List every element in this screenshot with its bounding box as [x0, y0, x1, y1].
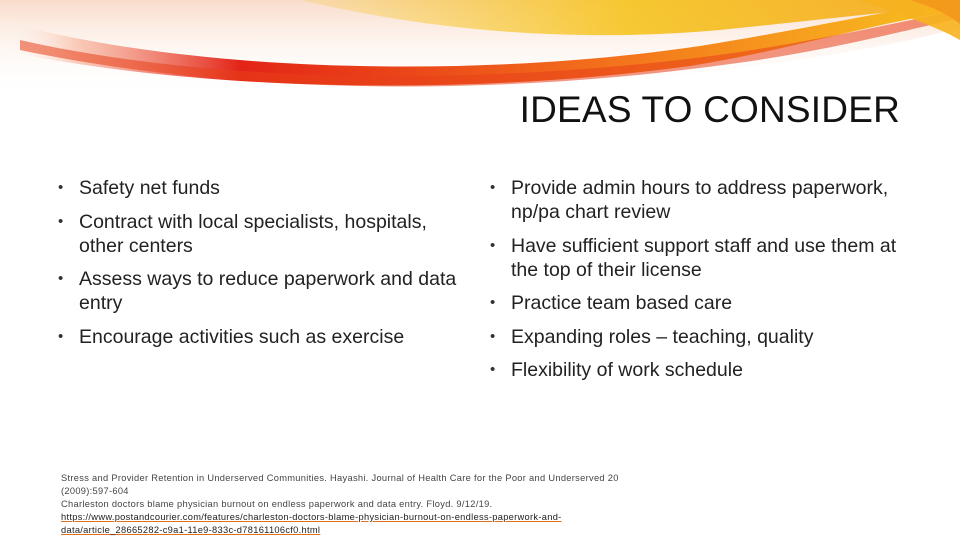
slide-title: IDEAS TO CONSIDER [519, 89, 900, 130]
bullet-text: Encourage activities such as exercise [79, 325, 405, 348]
bullet-icon: • [490, 361, 496, 378]
bullet-icon: • [58, 212, 64, 230]
bullet-text: Safety net funds [79, 177, 220, 199]
list-item [58, 325, 468, 349]
bullet-text: Have sufficient support staff and use them at the top of their license [511, 234, 897, 281]
right-bullet-list [490, 176, 910, 392]
bullet-icon: • [490, 294, 496, 311]
reference-link[interactable]: data/article_28665282-c9a1-11e9-833c-d78161106cf0.html [61, 525, 321, 535]
bullet-icon: • [58, 179, 64, 196]
left-bullet-list [58, 176, 468, 358]
reference-text: Stress and Provider Retention in Underserved Communities. Hayashi. Journal of Health Care for the Poor and Underserved 20 [61, 473, 619, 483]
bullet-icon: • [58, 270, 64, 287]
bullet-icon: • [490, 236, 496, 254]
list-item [58, 210, 468, 258]
references [61, 472, 661, 537]
list-item [58, 267, 468, 315]
list-item [490, 234, 910, 282]
bullet-icon: • [490, 179, 496, 196]
bullet-text: Provide admin hours to address paperwork, np/pa chart review [511, 177, 889, 223]
reference-link[interactable]: https://www.postandcourier.com/features/charleston-doctors-blame-physician-burnout-on-endless-paperwork-and- [61, 512, 562, 522]
bullet-text: Assess ways to reduce paperwork and data entry [79, 268, 457, 314]
list-item [490, 358, 910, 382]
bullet-text: Flexibility of work schedule [511, 359, 743, 381]
bullet-text: Contract with local specialists, hospitals, other centers [79, 210, 427, 257]
bullet-icon: • [490, 327, 496, 345]
list-item [490, 325, 910, 349]
reference-text: Charleston doctors blame physician burnout on endless paperwork and data entry. Floyd. 9/12/19. [61, 499, 493, 509]
list-item [58, 176, 468, 200]
list-item [490, 291, 910, 315]
list-item [490, 176, 910, 224]
reference-text: (2009):597-604 [61, 486, 129, 496]
bullet-text: Expanding roles – teaching, quality [511, 325, 814, 348]
bullet-icon: • [58, 327, 64, 345]
bullet-text: Practice team based care [511, 292, 733, 314]
